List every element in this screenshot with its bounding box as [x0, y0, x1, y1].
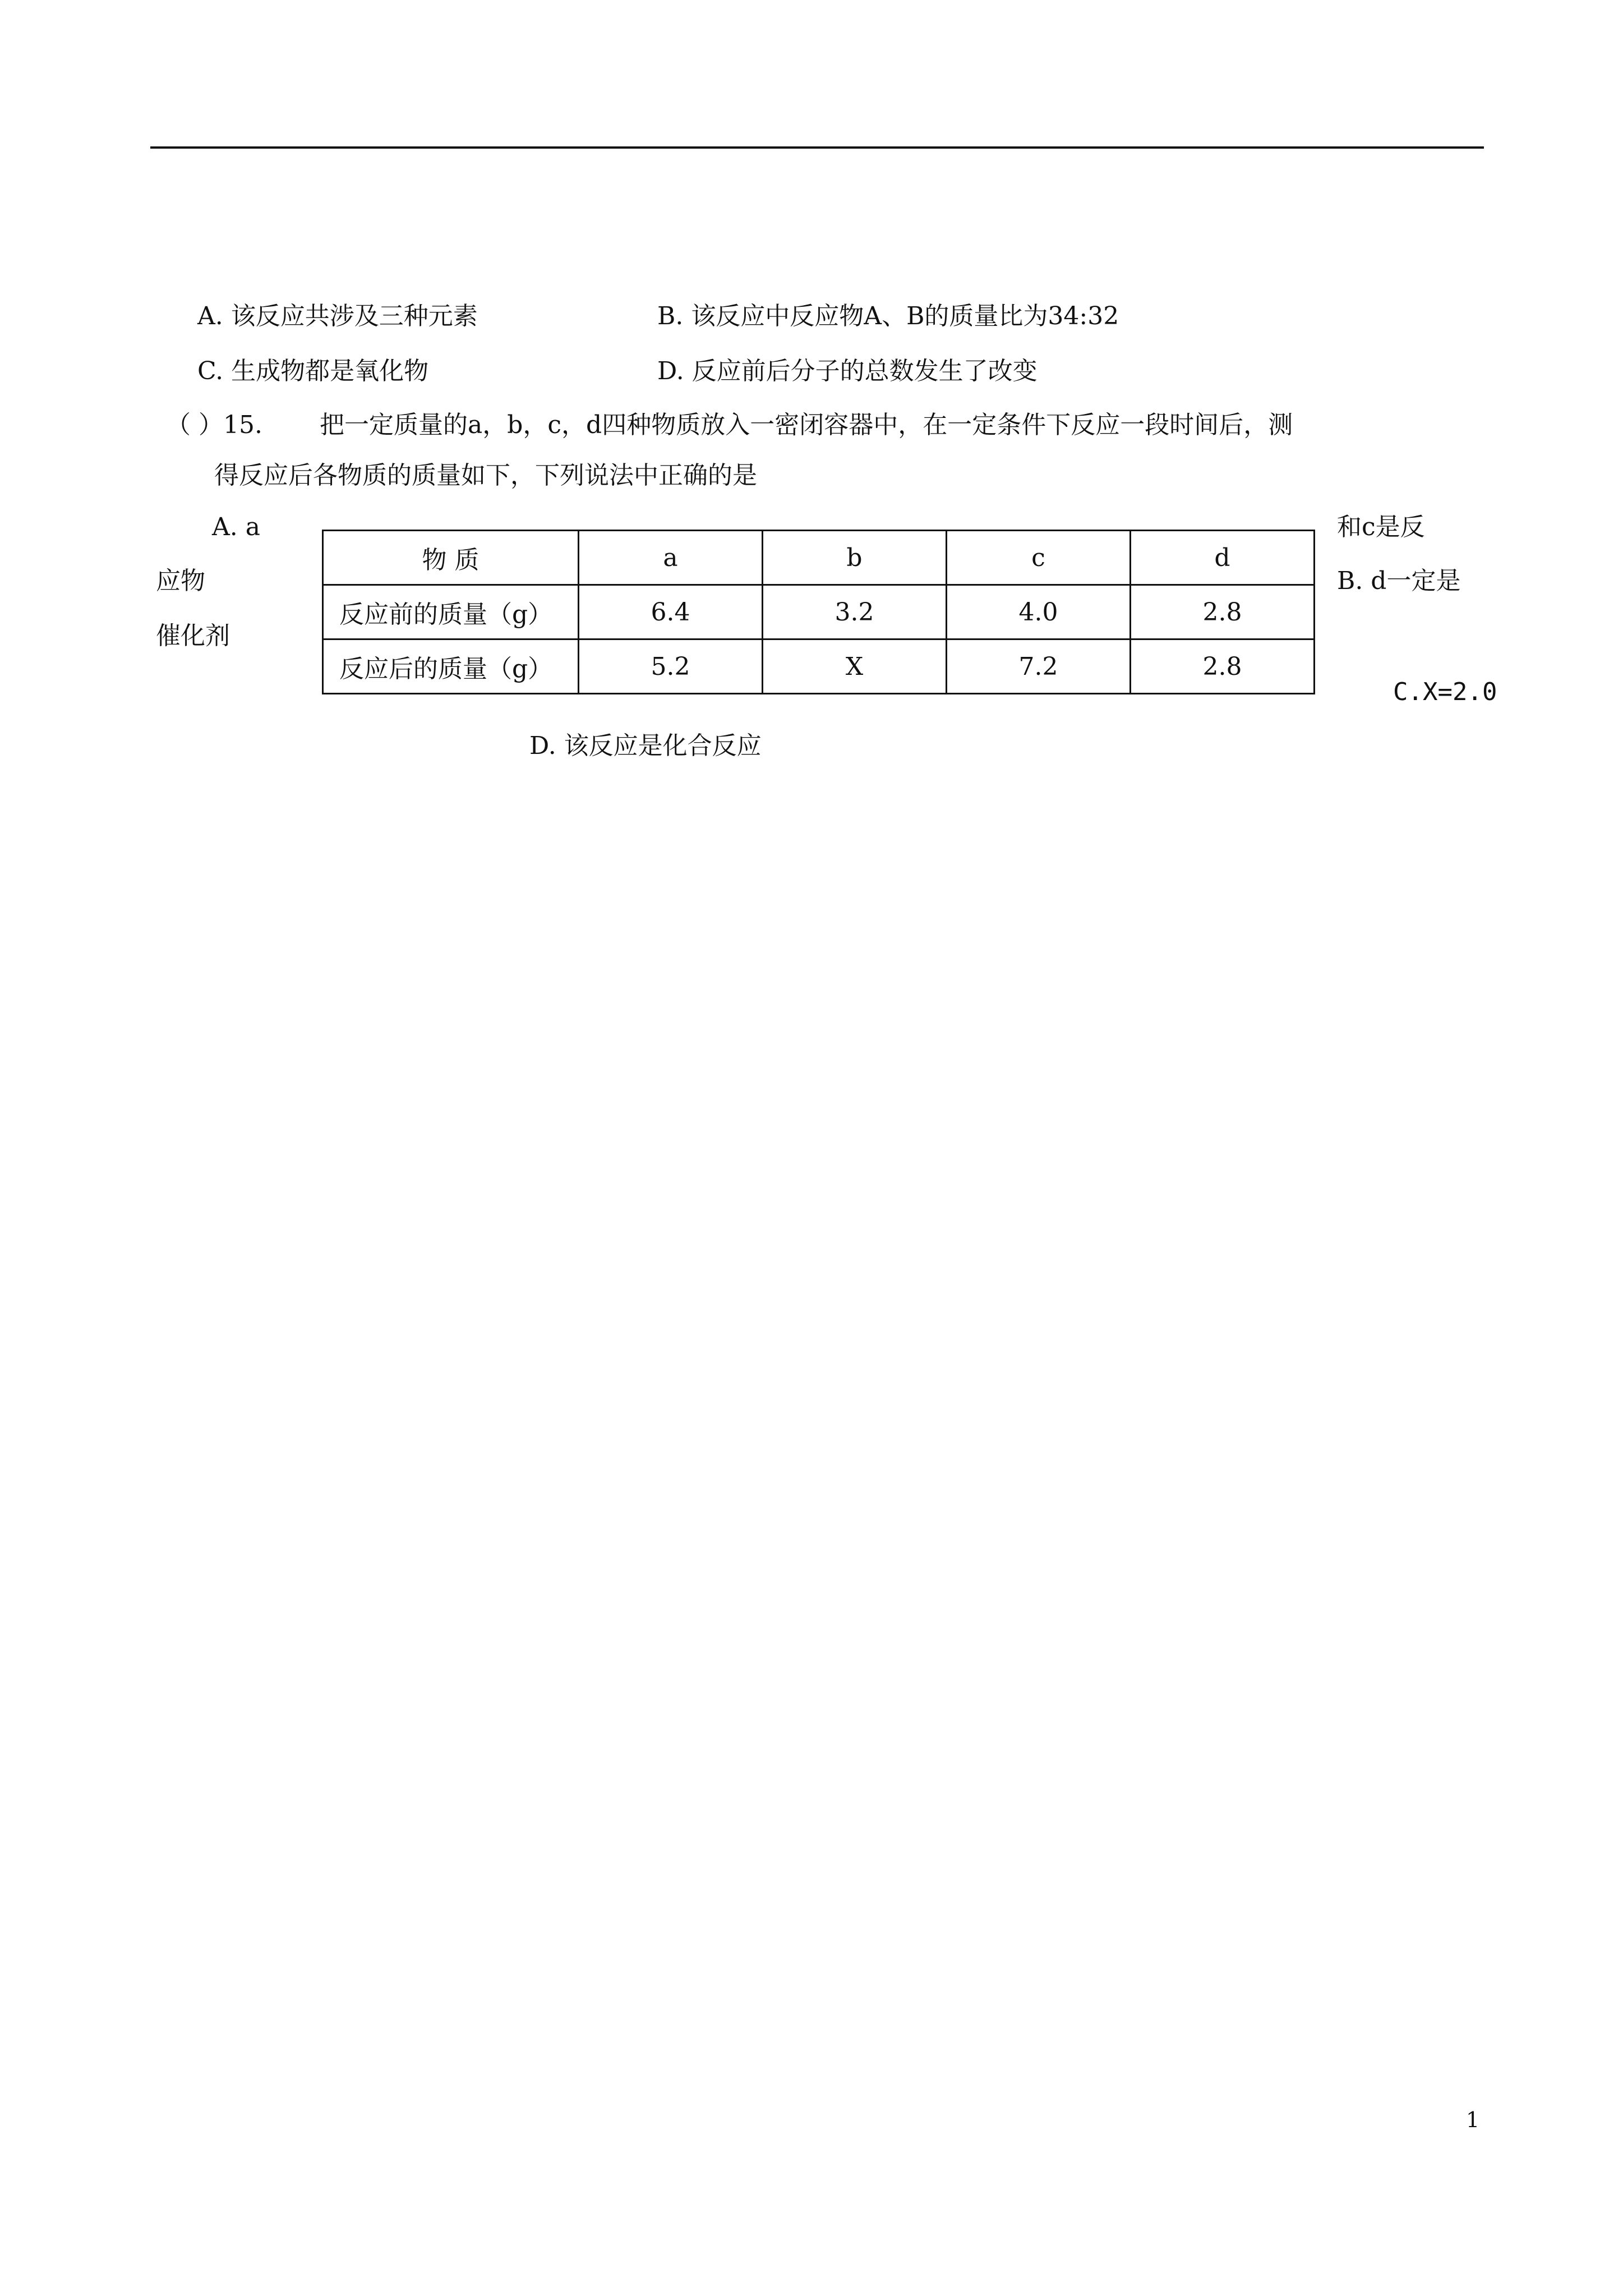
q14-option-a: A. 该反应共涉及三种元素	[197, 302, 478, 330]
table-cell: 3.2	[763, 585, 947, 639]
table-header-cell: a	[579, 531, 763, 585]
q15-stem-line2: 得反应后各物质的质量如下，下列说法中正确的是	[214, 461, 757, 490]
q15-option-b-part1: B. d一定是	[1337, 567, 1461, 595]
mass-table	[322, 530, 1315, 694]
table-row-label: 反应前的质量（g）	[323, 585, 579, 639]
table-header-cell: c	[947, 531, 1131, 585]
q14-option-b: B. 该反应中反应物A、B的质量比为34:32	[657, 302, 1119, 330]
table-cell: 6.4	[579, 585, 763, 639]
page-number: 1	[1466, 2108, 1480, 2132]
q14-option-c: C. 生成物都是氧化物	[197, 357, 429, 385]
q15-option-a-part2: 和c是反	[1337, 513, 1425, 541]
table-cell: 5.2	[579, 639, 763, 694]
table-cell: 4.0	[947, 585, 1131, 639]
q15-option-a-part1: A. a	[212, 513, 260, 541]
table-header-cell: 物 质	[323, 531, 579, 585]
table-row	[323, 639, 1315, 694]
table-cell: 2.8	[1131, 585, 1315, 639]
q15-option-c: C.X=2.0	[1393, 678, 1497, 706]
table-header-row	[323, 531, 1315, 585]
table-header-cell: d	[1131, 531, 1315, 585]
q15-option-d: D. 该反应是化合反应	[529, 731, 762, 760]
header-rule	[150, 146, 1484, 149]
table-row-label: 反应后的质量（g）	[323, 639, 579, 694]
table-cell: 2.8	[1131, 639, 1315, 694]
q15-stem-line1: 把一定质量的a，b，c，d四种物质放入一密闭容器中，在一定条件下反应一段时间后，测	[320, 411, 1293, 439]
q14-option-d: D. 反应前后分子的总数发生了改变	[657, 357, 1038, 385]
table-row	[323, 585, 1315, 639]
table-cell: 7.2	[947, 639, 1131, 694]
q15-option-b-part2: 催化剂	[156, 622, 230, 650]
table-cell: X	[763, 639, 947, 694]
q15-option-a-part3: 应物	[156, 567, 205, 595]
table-header-cell: b	[763, 531, 947, 585]
q15-answer-bracket: （ ）15.	[166, 411, 262, 439]
